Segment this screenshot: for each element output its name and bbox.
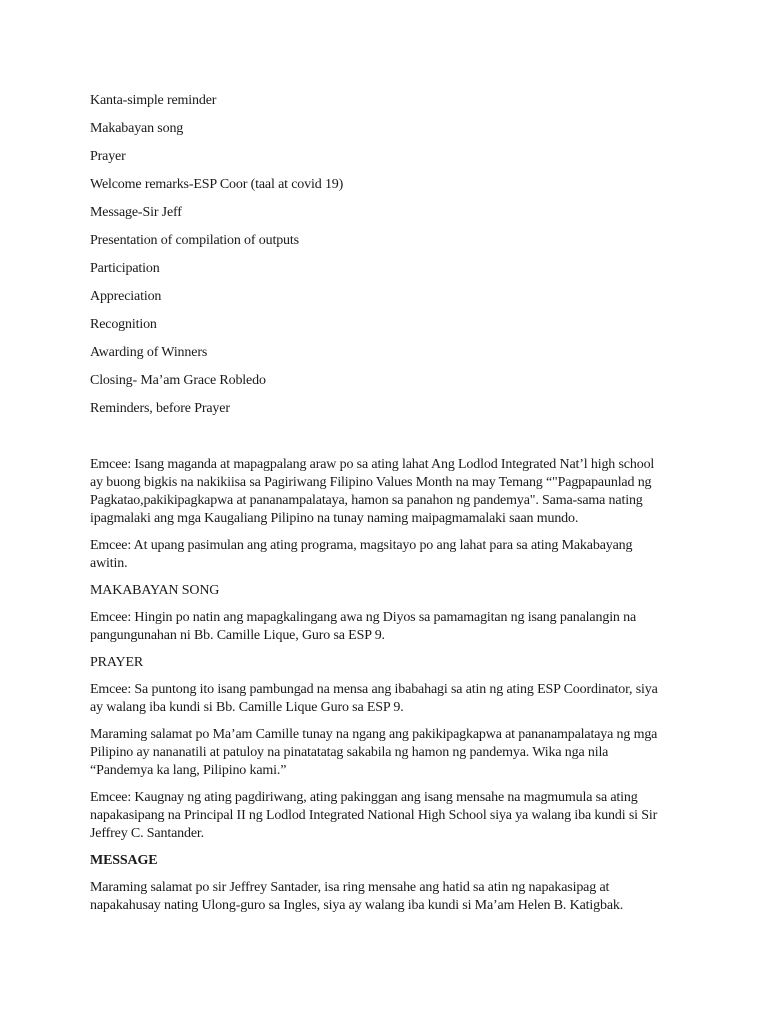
emcee-prayer-paragraph: Emcee: Hingin po natin ang mapagkalingang awa ng Diyos sa pamamagitan ng isang panalangin na pangungunahan ni Bb. Camille Lique, Guro sa ESP 9. xyxy=(90,610,637,643)
program-item: Closing- Ma’am Grace Robledo xyxy=(90,373,266,388)
program-item: Prayer xyxy=(90,149,126,164)
emcee-script xyxy=(90,456,690,924)
emcee-message-paragraph: Emcee: Kaugnay ng ating pagdiriwang, ating pakinggan ang isang mensahe na magmumula sa ating napakasipang na Principal II ng Lodlod Integrated National High School siya ya walang iba kundi si Sir Jeffrey C. Santander. xyxy=(90,790,658,841)
makabayan-song-heading: MAKABAYAN SONG xyxy=(90,583,220,598)
program-item: Appreciation xyxy=(90,289,162,304)
closing-thanks-paragraph: Maraming salamat po sir Jeffrey Santader, isa ring mensahe ang hatid sa atin ng napakasipag at napakahusay nating Ulong-guro sa Ingles, siya ay walang iba kundi si Ma’am Helen B. Katigbak. xyxy=(90,880,624,913)
message-heading: MESSAGE xyxy=(90,853,158,868)
program-item: Kanta-simple reminder xyxy=(90,93,217,108)
emcee-opening-paragraph: Emcee: Isang maganda at mapagpalang araw po sa ating lahat Ang Lodlod Integrated Nat’l high school ay buong bigkis na nakikiisa sa Pagiriwang Filipino Values Month na may Temang “"Pagpapaunlad ng Pagkatao,pakikipagkapwa at pananampalataya, hamon sa panahon ng pandemya". Sama-sama nating ipagmalaki ang mga Kaugaliang Pilipino na tunay naming maipagmamalaki saan mundo. xyxy=(90,457,655,526)
program-item: Presentation of compilation of outputs xyxy=(90,233,299,248)
emcee-anthem-paragraph: Emcee: At upang pasimulan ang ating programa, magsitayo po ang lahat para sa ating Makabayang awitin. xyxy=(90,538,633,571)
program-item: Reminders, before Prayer xyxy=(90,401,230,416)
emcee-welcome-paragraph: Emcee: Sa puntong ito isang pambungad na mensa ang ibabahagi sa atin ng ating ESP Coordinator, siya ay walang iba kundi si Bb. Camille Lique Guro sa ESP 9. xyxy=(90,682,658,715)
program-item: Participation xyxy=(90,261,160,276)
program-list xyxy=(90,92,690,428)
program-item: Message-Sir Jeff xyxy=(90,205,182,220)
program-item: Makabayan song xyxy=(90,121,184,136)
program-item: Awarding of Winners xyxy=(90,345,208,360)
prayer-heading: PRAYER xyxy=(90,655,144,670)
program-item: Recognition xyxy=(90,317,157,332)
program-item: Welcome remarks-ESP Coor (taal at covid 19) xyxy=(90,177,344,192)
thanks-paragraph: Maraming salamat po Ma’am Camille tunay na ngang ang pakikipagkapwa at pananampalataya ng mga Pilipino ay nananatili at patuloy na pinatatatag sakabila ng hamon ng pandemya. Wika nga nila “Pandemya ka lang, Pilipino kami.” xyxy=(90,727,658,778)
